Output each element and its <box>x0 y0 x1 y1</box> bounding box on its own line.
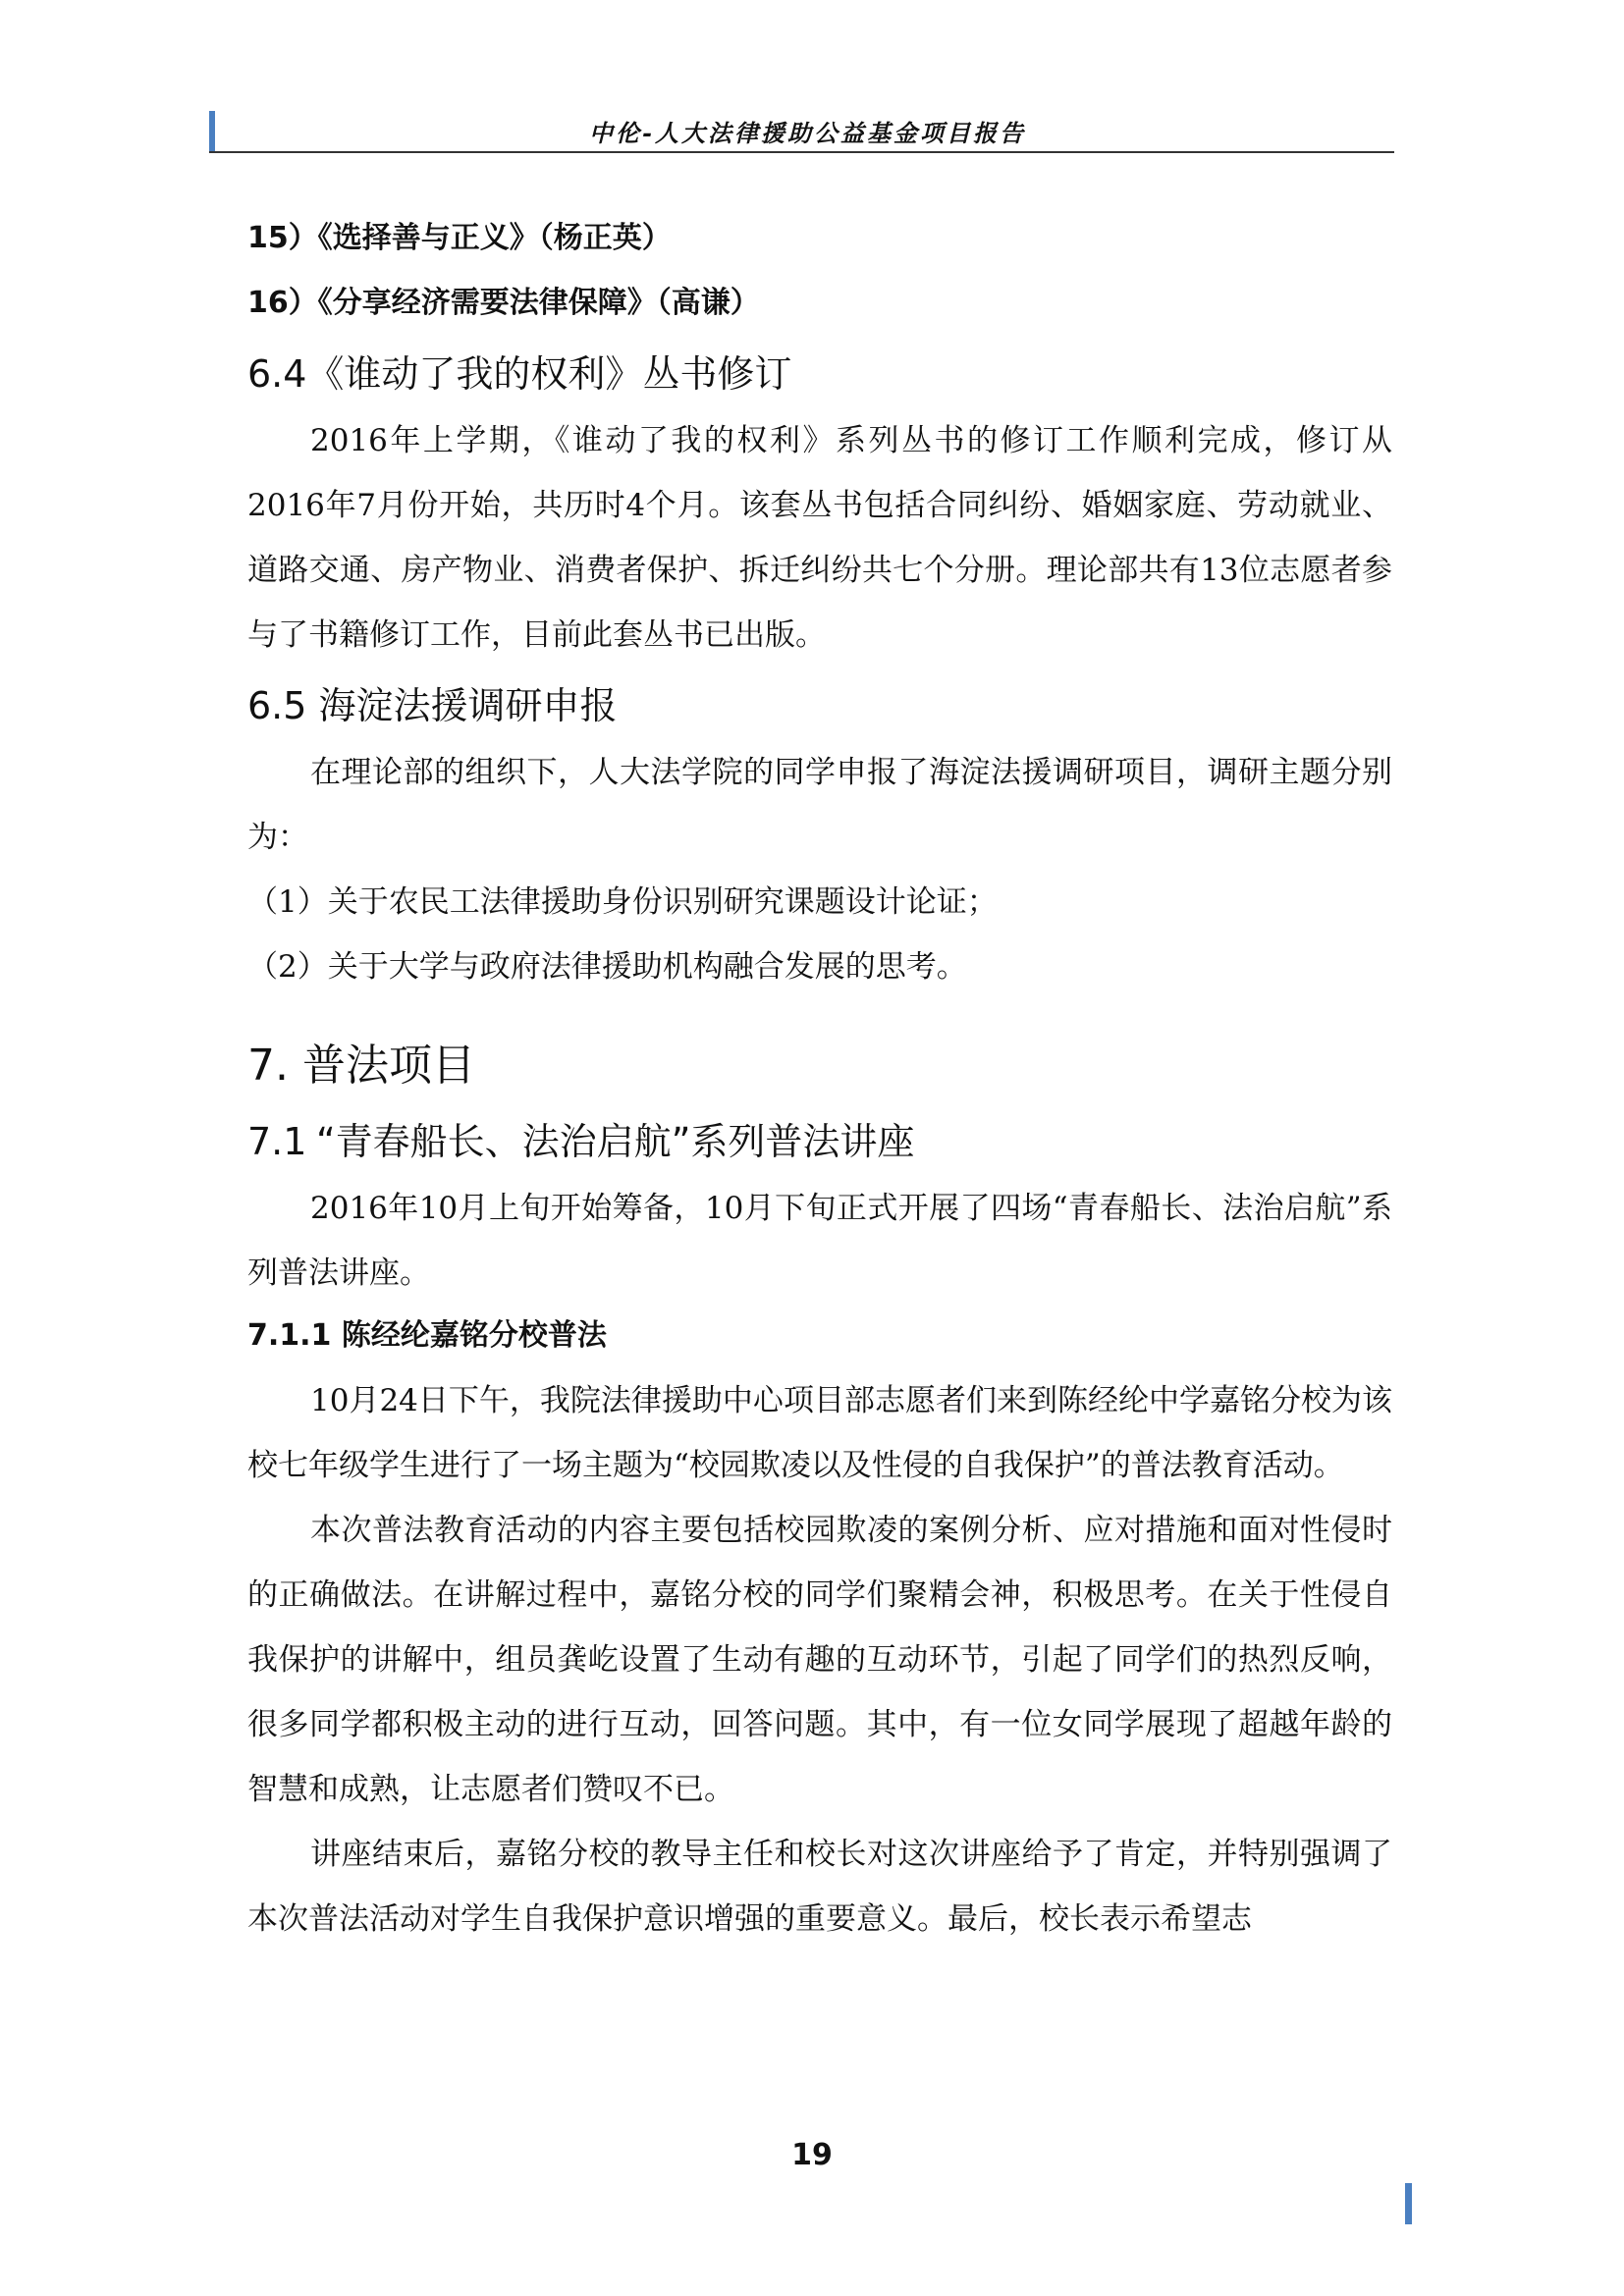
section-6-5-heading: 6.5 海淀法援调研申报 <box>247 684 618 727</box>
footer-accent-bar <box>1405 2183 1412 2224</box>
section-6-4-heading: 6.4《谁动了我的权利》丛书修订 <box>247 352 792 396</box>
research-topic-1: （1）关于农民工法律援助身份识别研究课题设计论证； <box>247 884 998 920</box>
section-7-heading: 7. 普法项目 <box>247 1041 475 1091</box>
book-list-item-16: 16）《分享经济需要法律保障》（高谦） <box>247 286 760 320</box>
section-6-5-paragraph: 在理论部的组织下，人大法学院的同学申报了海淀法援调研项目，调研主题分别为： <box>247 755 1392 855</box>
section-7-1-paragraph: 2016年10月上旬开始筹备，10月下旬正式开展了四场“青春船长、法治启航”系列普法讲座。 <box>247 1191 1392 1291</box>
section-7-1-1-heading: 7.1.1 陈经纶嘉铭分校普法 <box>247 1318 607 1353</box>
section-7-1-heading <box>247 1117 1392 1166</box>
running-header-title: 中伦-人大法律援助公益基金项目报告 <box>589 119 1026 147</box>
page-number: 19 <box>791 2138 833 2172</box>
section-7-1-1-paragraph-1: 10月24日下午，我院法律援助中心项目部志愿者们来到陈经纶中学嘉铭分校为该校七年级学生进行了一场主题为“校园欺凌以及性侵的自我保护”的普法教育活动。 <box>247 1383 1392 1483</box>
page-body <box>247 206 1392 1951</box>
section-6-4-paragraph: 2016年上学期，《谁动了我的权利》系列丛书的修订工作顺利完成，修订从2016年7月份开始，共历时4个月。该套丛书包括合同纠纷、婚姻家庭、劳动就业、道路交通、房产物业、消费者保护、拆迁纠纷共七个分册。理论部共有13位志愿者参与了书籍修订工作，目前此套丛书已出版。 <box>247 423 1392 653</box>
header-divider <box>209 151 1394 153</box>
section-7-1-title: “青春船长、法治启航”系列普法讲座 <box>316 1120 915 1163</box>
book-list-item-15: 15）《选择善与正义》（杨正英） <box>247 221 672 255</box>
section-7-1-1-paragraph-3: 讲座结束后，嘉铭分校的教导主任和校长对这次讲座给予了肯定，并特别强调了本次普法活动对学生自我保护意识增强的重要意义。最后，校长表示希望志 <box>247 1837 1392 1937</box>
section-7-1-1-paragraph-2: 本次普法教育活动的内容主要包括校园欺凌的案例分析、应对措施和面对性侵时的正确做法。在讲解过程中，嘉铭分校的同学们聚精会神，积极思考。在关于性侵自我保护的讲解中，组员龚屹设置了生动有趣的互动环节，引起了同学们的热烈反响，很多同学都积极主动的进行互动，回答问题。其中，有一位女同学展现了超越年龄的智慧和成熟，让志愿者们赞叹不已。 <box>247 1513 1392 1807</box>
research-topic-2: （2）关于大学与政府法律援助机构融合发展的思考。 <box>247 949 967 985</box>
header-accent-bar <box>209 111 215 152</box>
section-7-1-number: 7.1 <box>247 1120 307 1163</box>
